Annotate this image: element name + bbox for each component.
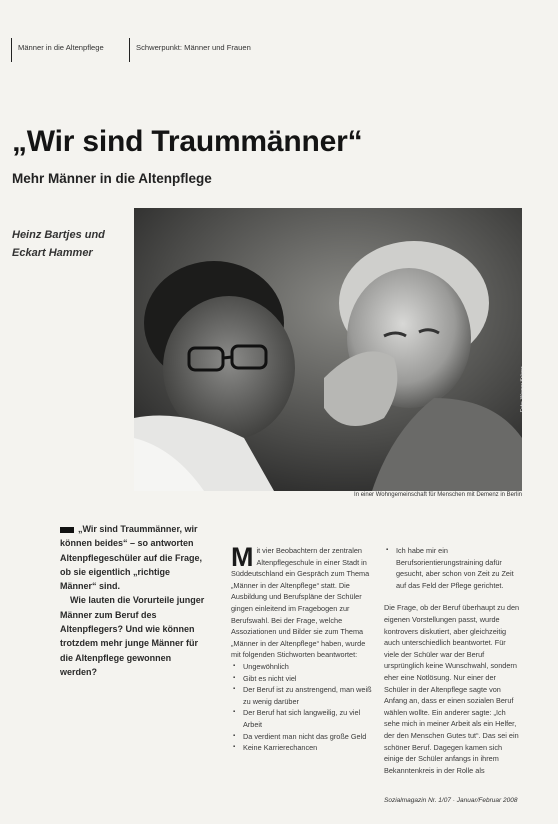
- list-item: ▪ Gibt es nicht viel: [231, 673, 376, 685]
- article-subtitle: Mehr Männer in die Altenpflege: [12, 171, 212, 186]
- body-paragraph: Die Frage, ob der Beruf überhaupt zu den eigenen Vorstellungen passt, wurde kontrovers diskutiert, aber gleichzeitig auch unterschiedlich beantwortet. Für viele der Schüler war der Beruf ursprünglich keine Wunschwahl, sondern eher eine Notlösung. Nur einer der Schüler in der Altenpflege sagte von Anfang an, dass er einen sozialen Beruf wählen wollte. Ein anderer sagte: „Ich sehe mich in meiner Arbeit als ein Helfer, der den Menschen Gutes tut“. Das sei ein schöner Beruf. Dagegen kamen sich einige der Schüler anfangs in ihrem Bekanntenkreis in der Rolle als: [384, 603, 520, 775]
- header-divider-left: [11, 38, 12, 62]
- teaser-paragraph-1: „Wir sind Traummänner, wir können beides“ – so antworten Altenpflegeschüler auf die Frage, ob sie eigentlich „richtige Männer“ sind.: [60, 524, 203, 592]
- list-item: ▪ Der Beruf hat sich langweilig, zu viel Arbeit: [231, 707, 376, 730]
- article-title: „Wir sind Traummänner“: [12, 125, 363, 158]
- intro-paragraph: it vier Beobachtern der zentralen Altenpflegeschule in einer Stadt in Süddeutschland ein Gespräch zum Thema „Männer in der Altenpflege“ statt. Die Ausbildung und Berufspläne der Schüler gingen einleitend im Fragebogen zur Berufswahl. Bei der Frage, welche Assoziationen und Bilder sie zum Thema „Männer in der Altenpflege“ haben, wurde mit folgenden Stichworten beantwortet:: [231, 546, 370, 660]
- photo-caption: In einer Wohngemeinschaft für Menschen mit Demenz in Berlin: [354, 492, 522, 498]
- list-item: ▪ Da verdient man nicht das große Geld: [231, 731, 376, 743]
- list-item: ▪ Der Beruf ist zu anstrengend, man weiß zu wenig darüber: [231, 684, 376, 707]
- running-header-section: Männer in die Altenpflege: [18, 43, 104, 52]
- teaser-marker: [60, 527, 74, 533]
- association-list: [231, 661, 376, 754]
- teaser-paragraph-2: Wie lauten die Vorurteile junger Männer zum Beruf des Altenpflegers? Und wie können trotzdem mehr junge Männer für die Altenpflege gewonnen werden?: [60, 595, 205, 677]
- article-authors: [12, 226, 105, 262]
- header-divider-right: [129, 38, 130, 62]
- body-column-2: [384, 545, 521, 776]
- page-footer: Sozialmagazin Nr. 1/07 · Januar/Februar 2008: [384, 797, 518, 804]
- list-item: ▪ Keine Karrierechancen: [231, 742, 376, 754]
- photo-illustration: [134, 208, 522, 491]
- author-line-1: Heinz Bartjes und: [12, 229, 105, 241]
- list-item: ▪ Ungewöhnlich: [231, 661, 376, 673]
- quote-list: [384, 545, 521, 591]
- article-photo: [134, 208, 522, 491]
- drop-cap: M: [231, 542, 254, 572]
- author-line-2: Eckart Hammer: [12, 247, 93, 259]
- list-item: ▪ Ich habe mir ein Berufsorientierungstraining dafür gesucht, aber schon von Zeit zu Zeit auf das Feld der Pflege gerichtet.: [384, 545, 521, 591]
- article-teaser: [60, 522, 206, 679]
- photo-credit: Foto: Werner Krüper: [520, 366, 526, 412]
- body-column-1: [231, 542, 376, 754]
- running-header-topic: Schwerpunkt: Männer und Frauen: [136, 43, 251, 52]
